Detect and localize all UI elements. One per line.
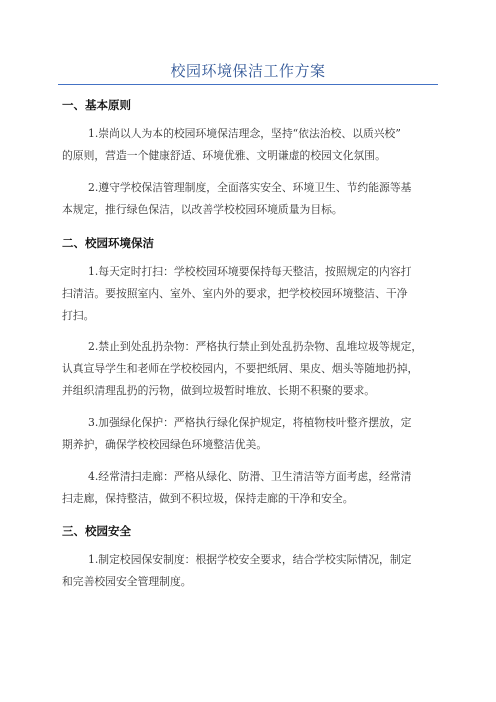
paragraph (62, 261, 446, 327)
paragraph-line: 认真宣导学生和老师在学校校园内，不要把纸屑、果皮、烟头等随地扔掉， (62, 362, 419, 375)
paragraph (62, 466, 446, 510)
title-underline (58, 84, 438, 85)
paragraph-line: 并组织清理乱扔的污物，做到垃圾暂时堆放、长期不积聚的要求。 (62, 384, 376, 397)
paragraph-line: 2.禁止到处乱扔杂物：严格执行禁止到处乱扔杂物、乱堆垃圾等规定， (88, 340, 423, 353)
paragraph-line: 打扫。 (62, 309, 95, 322)
paragraph-line: 本规定，推行绿色保洁，以改善学校校园环境质量为目标。 (62, 203, 343, 216)
paragraph-line: 3.加强绿化保护：严格执行绿化保护规定，将植物枝叶整齐摆放，定 (88, 416, 412, 429)
paragraph-line: 期养护，确保学校校园绿色环境整洁优美。 (62, 438, 268, 451)
paragraph (62, 549, 446, 593)
paragraph-line: 2.遵守学校保洁管理制度，全面落实安全、环境卫生、节约能源等基 (88, 181, 412, 194)
paragraph-line: 1.崇尚以人为本的校园环境保洁理念，坚持“依法治校、以质兴校” (88, 127, 401, 140)
paragraph (62, 177, 446, 221)
section-heading-campus-cleaning: 二、校园环境保洁 (62, 236, 154, 250)
paragraph (62, 336, 446, 402)
paragraph-line: 扫走廊，保持整洁，做到不积垃圾，保持走廊的干净和安全。 (62, 492, 354, 505)
paragraph-line: 1.制定校园保安制度：根据学校安全要求，结合学校实际情况，制定 (88, 553, 412, 566)
document-title: 校园环境保洁工作方案 (170, 62, 326, 80)
paragraph-line: 1.每天定时打扫：学校校园环境要保持每天整洁，按照规定的内容打 (88, 265, 412, 278)
paragraph (62, 123, 446, 167)
paragraph-line: 扫清洁。要按照室内、室外、室内外的要求，把学校校园环境整洁、干净 (62, 287, 408, 300)
paragraph-line: 的原则，营造一个健康舒适、环境优雅、文明谦虚的校园文化氛围。 (62, 149, 386, 162)
paragraph-line: 和完善校园安全管理制度。 (62, 575, 192, 588)
paragraph-line: 4.经常清扫走廊：严格从绿化、防滑、卫生清洁等方面考虑，经常清 (88, 470, 412, 483)
section-heading-campus-safety: 三、校园安全 (62, 524, 131, 538)
paragraph (62, 412, 446, 456)
section-heading-basic-principles: 一、基本原则 (62, 98, 131, 112)
